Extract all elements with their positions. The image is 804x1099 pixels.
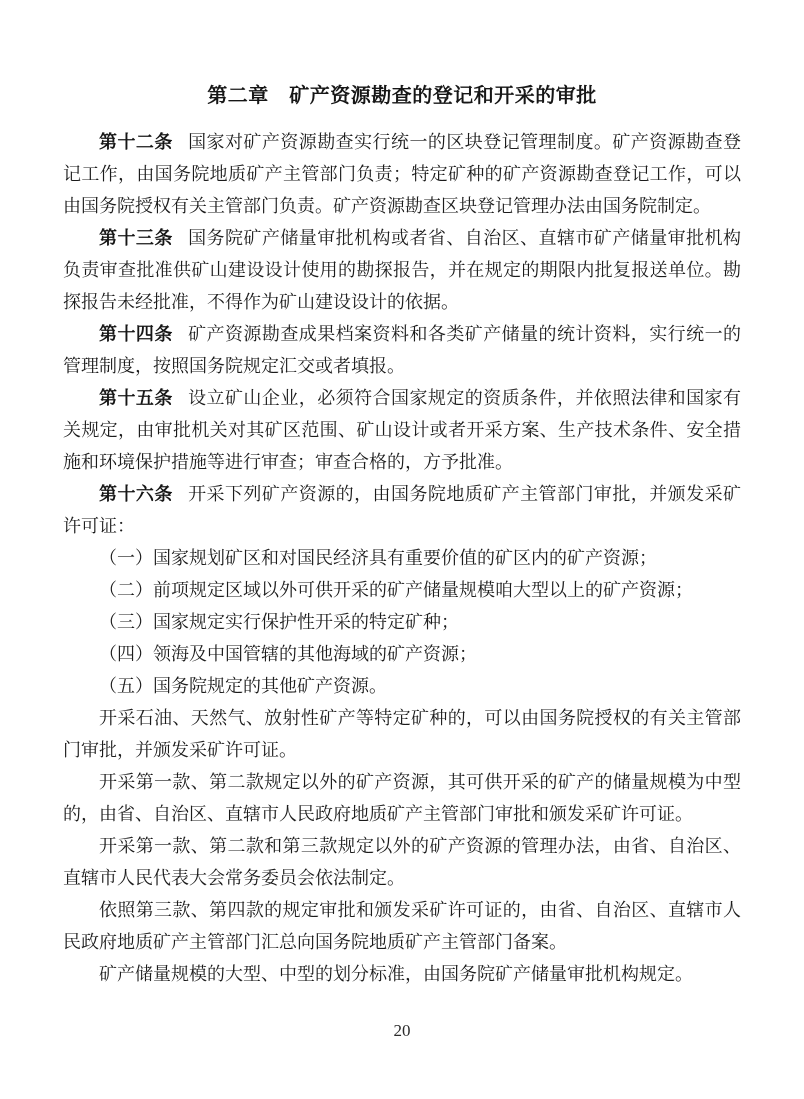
list-item: （二）前项规定区域以外可供开采的矿产储量规模咱大型以上的矿产资源； [99,580,693,600]
article-text: 矿产资源勘查成果档案资料和各类矿产储量的统计资料，实行统一的管理制度，按照国务院规定汇交或者填报。 [63,324,742,376]
page-number: 20 [393,1021,411,1040]
article-paragraph [63,318,741,382]
list-item: （四）领海及中国管辖的其他海域的矿产资源； [99,644,477,664]
list-item: （五）国务院规定的其他矿产资源。 [99,676,387,696]
chapter-title: 第二章 矿产资源勘查的登记和开采的审批 [207,85,597,107]
article-number: 第十四条 [99,324,173,344]
article-text: 开采下列矿产资源的，由国务院地质矿产主管部门审批，并颁发采矿许可证： [63,484,742,536]
article-number: 第十三条 [99,228,173,248]
body-paragraph: 开采石油、天然气、放射性矿产等特定矿种的，可以由国务院授权的有关主管部门审批，并颁发采矿许可证。 [63,708,741,760]
body-paragraph: 矿产储量规模的大型、中型的划分标准，由国务院矿产储量审批机构规定。 [99,964,693,984]
article-paragraph [63,222,741,318]
article-paragraph [63,478,741,542]
body-paragraph: 开采第一款、第二款规定以外的矿产资源，其可供开采的矿产的储量规模为中型的，由省、自治区、直辖市人民政府地质矿产主管部门审批和颁发采矿许可证。 [63,772,741,824]
article-number: 第十六条 [99,484,173,504]
article-number: 第十五条 [99,388,173,408]
list-item: （三）国家规定实行保护性开采的特定矿种； [99,612,459,632]
body-paragraph: 依照第三款、第四款的规定审批和颁发采矿许可证的，由省、自治区、直辖市人民政府地质矿产主管部门汇总向国务院地质矿产主管部门备案。 [63,900,741,952]
article-text: 设立矿山企业，必须符合国家规定的资质条件，并依照法律和国家有关规定，由审批机关对其矿区范围、矿山设计或者开采方案、生产技术条件、安全措施和环境保护措施等进行审查；审查合格的，方予批准。 [63,388,742,472]
article-text: 国务院矿产储量审批机构或者省、自治区、直辖市矿产储量审批机构负责审查批准供矿山建设设计使用的勘探报告，并在规定的期限内批复报送单位。勘探报告未经批准，不得作为矿山建设设计的依据。 [63,228,742,312]
article-number: 第十二条 [99,132,173,152]
article-paragraph [63,126,741,222]
body-paragraph: 开采第一款、第二款和第三款规定以外的矿产资源的管理办法，由省、自治区、直辖市人民代表大会常务委员会依法制定。 [63,836,741,888]
list-item: （一）国家规划矿区和对国民经济具有重要价值的矿区内的矿产资源； [99,548,657,568]
article-paragraph [63,382,741,478]
document-body [0,126,804,990]
article-text: 国家对矿产资源勘查实行统一的区块登记管理制度。矿产资源勘查登记工作，由国务院地质矿产主管部门负责；特定矿种的矿产资源勘查登记工作，可以由国务院授权有关主管部门负责。矿产资源勘查区块登记管理办法由国务院制定。 [63,132,742,216]
